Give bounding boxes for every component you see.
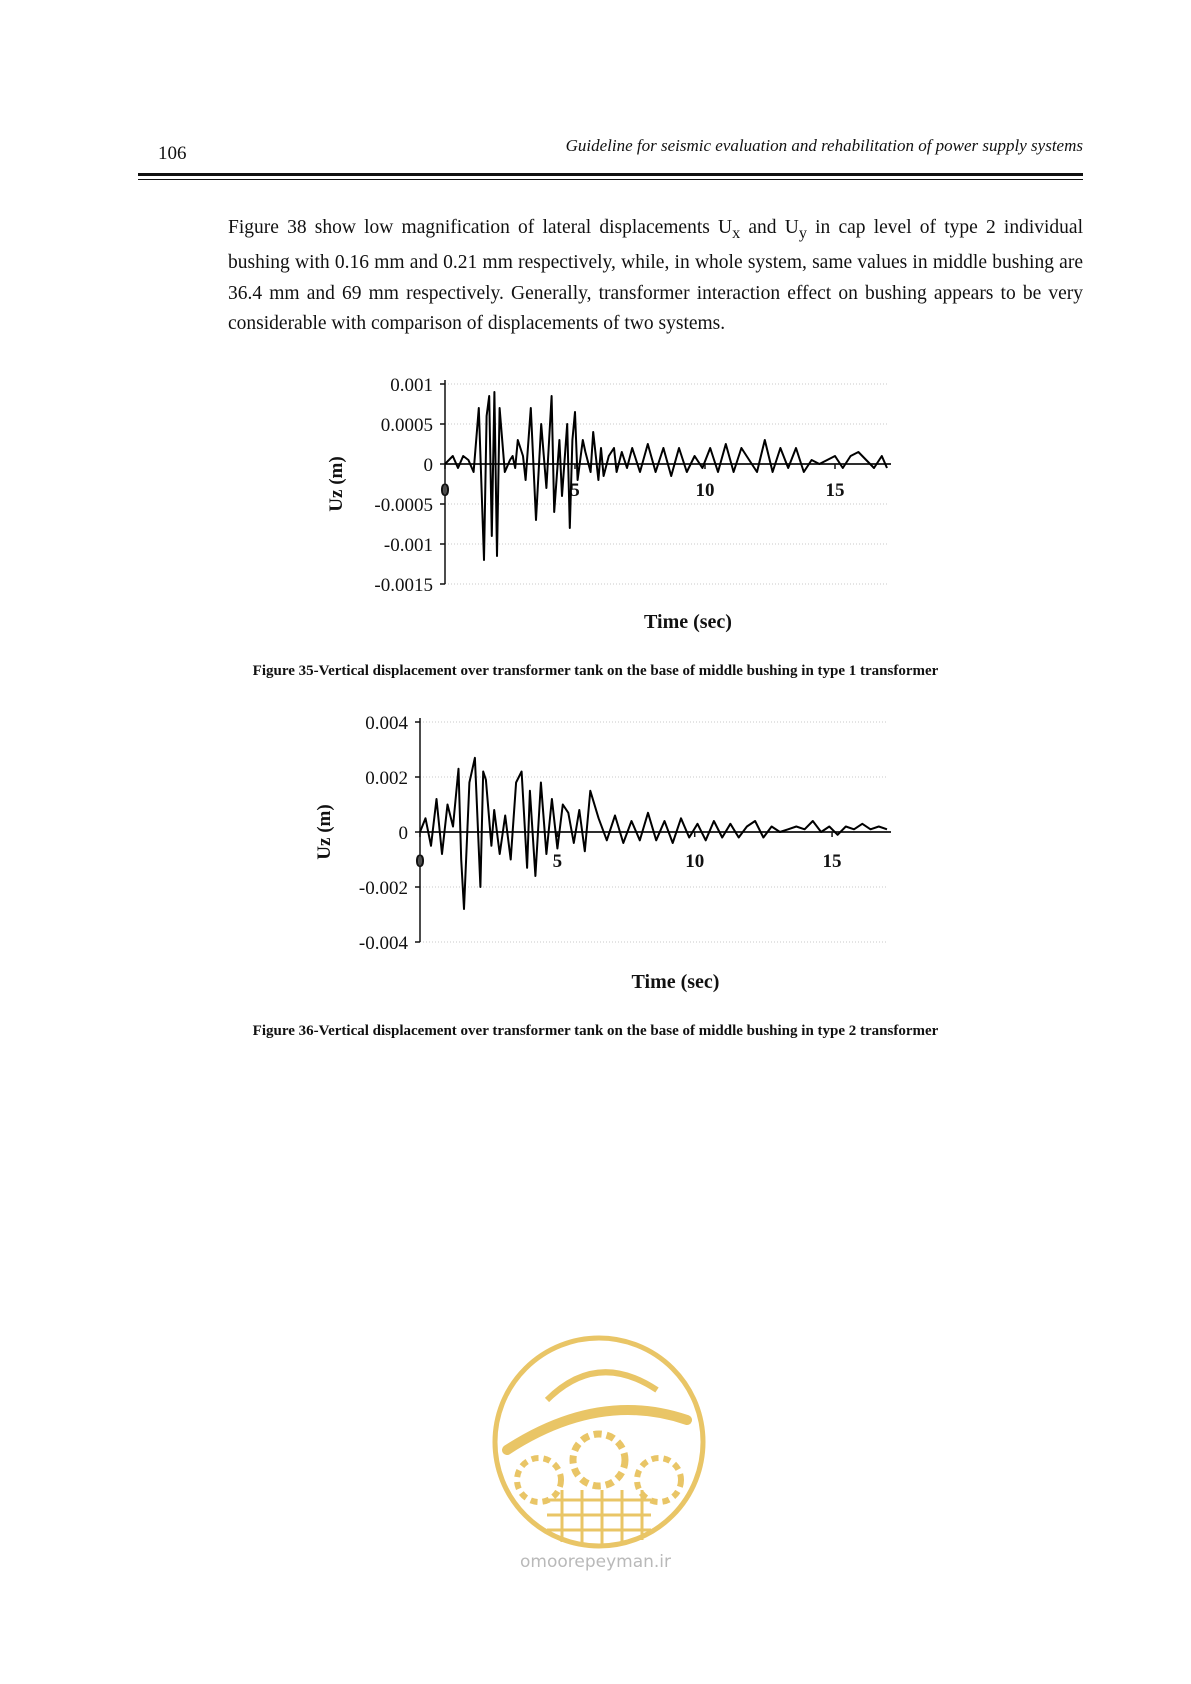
figure-36-caption: Figure 36-Vertical displacement over transformer tank on the base of middle bushing in type 2 transformer [252,1023,939,1039]
y-tick-label: 0.0005 [380,415,433,436]
x-tick-label: 5 [552,851,563,872]
y-axis-label: Uz (m) [314,804,335,860]
x-tick-label: 15 [825,480,845,501]
figure-35-caption: Figure 35-Vertical displacement over transformer tank on the base of middle bushing in type 1 transformer [252,663,939,679]
page-number: 106 [158,143,187,164]
subscript-y: y [798,223,807,242]
x-axis-label: Time (sec) [644,611,732,633]
y-tick-label: -0.002 [358,878,408,899]
y-tick-label: 0 [423,455,433,476]
x-axis-label: Time (sec) [631,971,720,993]
running-title: Guideline for seismic evaluation and rehabilitation of power supply systems [565,136,1083,155]
y-axis-label: Uz (m) [326,456,347,512]
y-tick-label: -0.0005 [374,495,433,516]
x-tick-label: 15 [822,851,842,872]
y-tick-label: 0.002 [365,768,408,789]
x-tick-label: 5 [570,480,580,501]
body-text-part-3: in cap level of type 2 individual bushing with 0.16 mm and 0.21 mm respectively, while, in whole system, same values in middle bushing are 36.4 mm and 69 mm respectively. Generally, transformer interaction effect on bushing appears to be very considerable with comparison of displacements of two systems. [228,217,1083,335]
y-tick-label: -0.0015 [374,575,433,596]
watermark-seal-icon [487,1330,711,1554]
x-tick-label: 10 [695,480,715,501]
body-text-part-1: Figure 38 show low magnification of lateral displacements U [228,217,733,238]
y-tick-label: 0.004 [365,713,408,734]
series-line [420,758,887,909]
watermark-url: omoorepeyman.ir [519,1552,672,1572]
x-tick-label: 0 [415,851,425,872]
x-tick-label: 0 [440,480,450,501]
y-tick-label: -0.004 [358,933,408,954]
y-tick-label: 0 [398,823,408,844]
x-tick-label: 10 [685,851,705,872]
subscript-x: x [732,223,741,242]
y-tick-label: -0.001 [383,535,433,556]
y-tick-label: 0.001 [390,375,433,396]
body-text-part-2: and U [740,217,799,238]
